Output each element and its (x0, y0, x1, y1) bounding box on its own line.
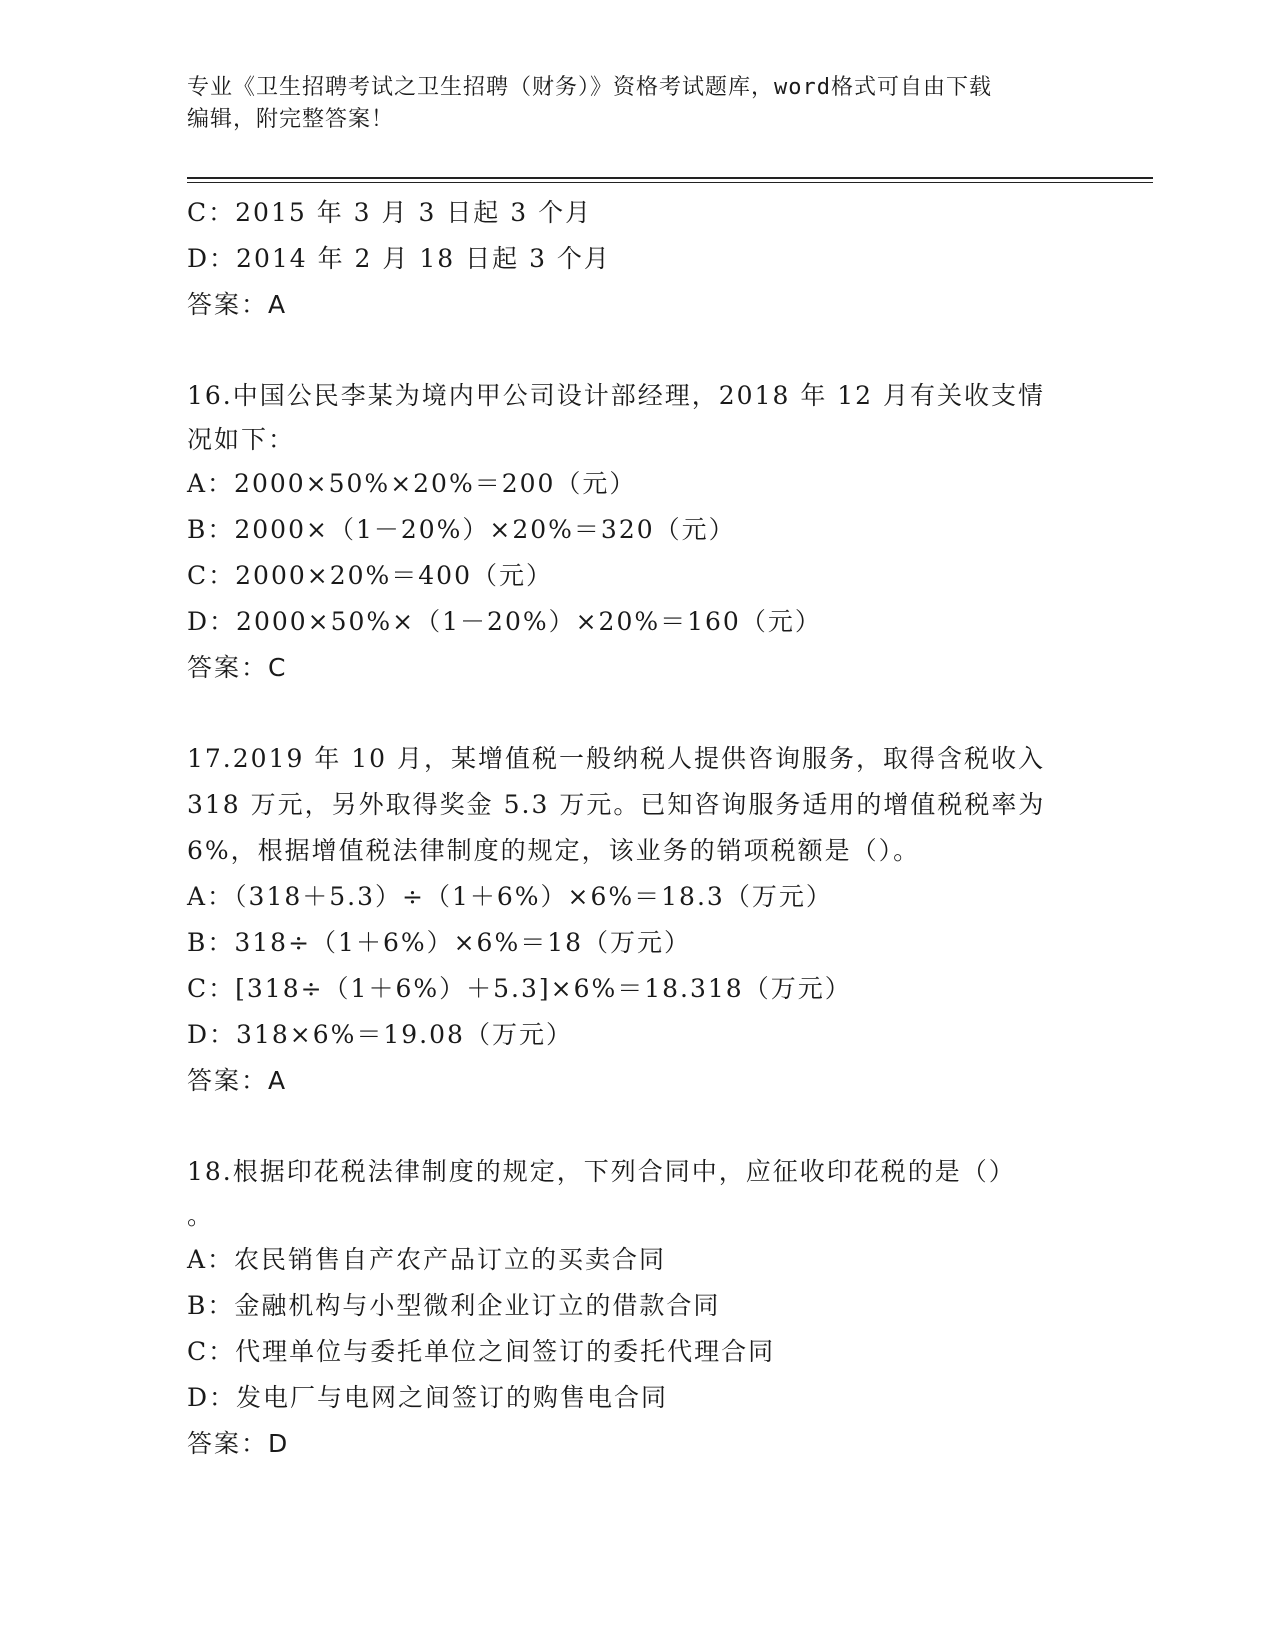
question-stem: 18.根据印花税法律制度的规定，下列合同中，应征收印花税的是（） (187, 1157, 1016, 1186)
question-18 (187, 1149, 1087, 1467)
option-a: A：（318＋5.3）÷（1＋6%）×6%＝18.3（万元） (187, 882, 833, 911)
option-b: B：金融机构与小型微利企业订立的借款合同 (187, 1291, 721, 1320)
option-d: D：2000×50%×（1－20%）×20%＝160（元） (187, 607, 822, 636)
question-stem-cont: 况如下： (187, 425, 296, 454)
question-17 (187, 736, 1087, 1104)
header-line-1: 专业《卫生招聘考试之卫生招聘（财务）》资格考试题库，word格式可自由下载 (187, 75, 992, 100)
question-stem: 17.2019 年 10 月，某增值税一般纳税人提供咨询服务，取得含税收入 (187, 744, 1046, 773)
question-stem: 16.中国公民李某为境内甲公司设计部经理，2018 年 12 月有关收支情 (187, 381, 1046, 410)
option-d: D：318×6%＝19.08（万元） (187, 1020, 573, 1049)
option-c: C：代理单位与委托单位之间签订的委托代理合同 (187, 1337, 776, 1366)
answer-line: 答案：C (187, 653, 288, 682)
option-c: C：2015 年 3 月 3 日起 3 个月 (187, 198, 593, 227)
question-16 (187, 373, 1087, 691)
option-d: D：2014 年 2 月 18 日起 3 个月 (187, 244, 611, 273)
header-divider-thin (187, 182, 1153, 183)
question-15-continued (187, 190, 1087, 328)
spacer (187, 1104, 1087, 1149)
page-header (187, 72, 1067, 136)
header-line-2: 编辑，附完整答案！ (187, 107, 395, 132)
answer-line: 答案：A (187, 290, 288, 319)
answer-line: 答案：A (187, 1066, 288, 1095)
option-d: D：发电厂与电网之间签订的购售电合同 (187, 1383, 669, 1412)
header-divider-thick (187, 177, 1153, 179)
option-a: A：农民销售自产农产品订立的买卖合同 (187, 1245, 667, 1274)
option-b: B：2000×（1－20%）×20%＝320（元） (187, 515, 736, 544)
answer-line: 答案：D (187, 1429, 290, 1458)
spacer (187, 328, 1087, 373)
option-c: C：2000×20%＝400（元） (187, 561, 553, 590)
option-a: A：2000×50%×20%＝200（元） (187, 469, 637, 498)
option-c: C：[318÷（1＋6%）＋5.3]×6%＝18.318（万元） (187, 974, 852, 1003)
question-list (187, 190, 1087, 1467)
question-stem-cont: 318 万元，另外取得奖金 5.3 万元。已知咨询服务适用的增值税税率为 (187, 790, 1046, 819)
option-b: B：318÷（1＋6%）×6%＝18（万元） (187, 928, 692, 957)
question-stem-cont: 6%，根据增值税法律制度的规定，该业务的销项税额是（）。 (187, 836, 921, 865)
question-stem-cont: 。 (187, 1201, 215, 1230)
spacer (187, 691, 1087, 736)
